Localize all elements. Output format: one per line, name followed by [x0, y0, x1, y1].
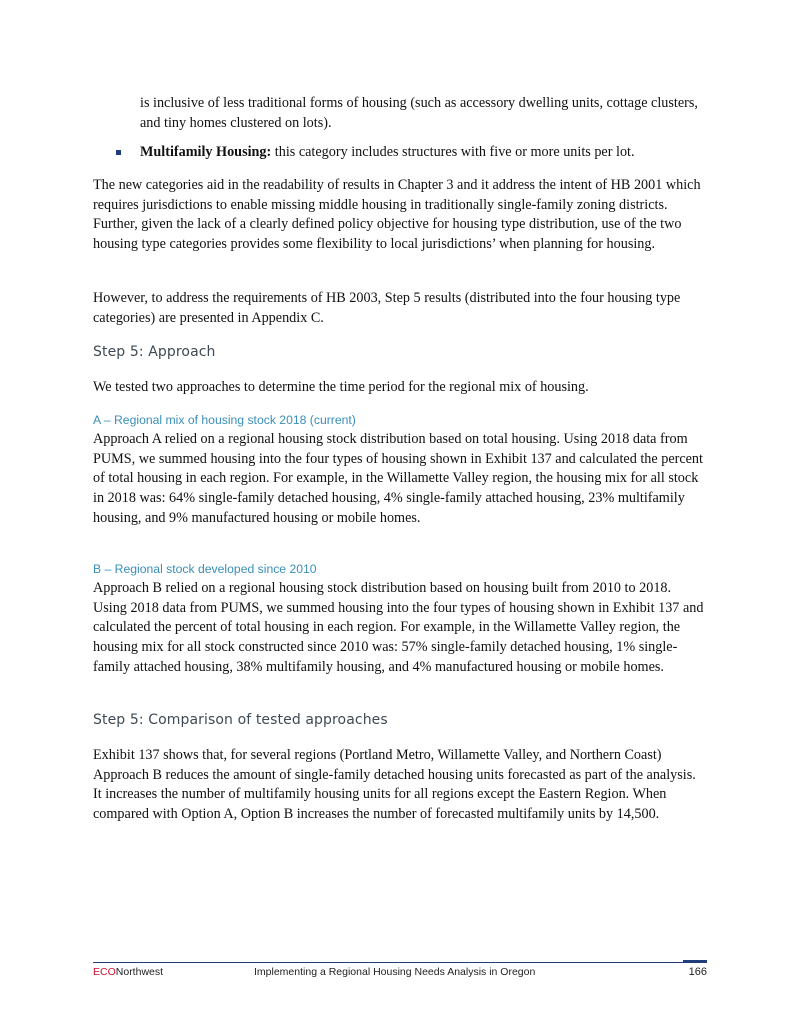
brand-rest-text: Northwest — [115, 966, 164, 978]
subheading-approach-a: A – Regional mix of housing stock 2018 (current) — [93, 413, 356, 427]
paragraph-new-categories: The new categories aid in the readability of results in Chapter 3 and it address the intent of HB 2001 which requires jurisdictions to enable missing middle housing in traditionally single-family zoning districts. Further, given the lack of a clearly defined policy objective for housing type distribution, use of the two housing type categories provides some flexibility to local jurisdictions’ when planning for housing. — [93, 177, 701, 253]
bullet-body — [140, 143, 720, 163]
paragraph-comparison: Exhibit 137 shows that, for several regions (Portland Metro, Willamette Valley, and Northern Coast) Approach B reduces the amount of single-family detached housing units forecasted as part of the analysis. It increases the number of multifamily housing units for all regions except the Eastern Region. When compared with Option A, Option B increases the number of forecasted multifamily units by 14,500. — [93, 747, 696, 823]
brand-accent-text: ECO — [93, 966, 116, 978]
paragraph-approach-b: Approach B relied on a regional housing stock distribution based on housing built from 2010 to 2018. Using 2018 data from PUMS, we summed housing into the four types of housing shown in Exhibit 137 and calculated the percent of total housing in each region. For example, in the Willamette Valley region, the housing mix for all stock constructed since 2010 was: 57% single-family detached housing, 1% single-family attached housing, 38% multifamily housing, and 4% manufactured housing or mobile homes. — [93, 580, 704, 675]
bullet-term: Multifamily Housing: — [140, 144, 272, 160]
square-bullet-icon — [116, 150, 121, 155]
footer-rule-accent — [683, 960, 707, 963]
bullet-text: this category includes structures with five or more units per lot. — [271, 144, 635, 160]
paragraph-hb2003: However, to address the requirements of HB 2003, Step 5 results (distributed into the four housing type categories) are presented in Appendix C. — [93, 290, 681, 326]
heading-step5-approach: Step 5: Approach — [93, 344, 216, 360]
heading-step5-comparison: Step 5: Comparison of tested approaches — [93, 712, 388, 728]
page-number: 166 — [688, 966, 707, 978]
subheading-approach-b: B – Regional stock developed since 2010 — [93, 562, 317, 576]
page-footer — [93, 962, 707, 981]
paragraph-tested-approaches: We tested two approaches to determine the time period for the regional mix of housing. — [93, 379, 589, 395]
bullet-continuation-text: is inclusive of less traditional forms of housing (such as accessory dwelling units, cottage clusters, and tiny homes clustered on lots). — [140, 95, 698, 131]
paragraph-approach-a: Approach A relied on a regional housing stock distribution based on total housing. Using 2018 data from PUMS, we summed housing into the four types of housing shown in Exhibit 137 and calculated the percent of total housing in each region. For example, in the Willamette Valley region, the housing mix for all stock in 2018 was: 64% single-family detached housing, 4% single-family attached housing, 23% multifamily housing, and 9% manufactured housing or mobile homes. — [93, 431, 703, 526]
footer-title: Implementing a Regional Housing Needs Analysis in Oregon — [254, 966, 536, 978]
brand-logo — [93, 966, 163, 978]
